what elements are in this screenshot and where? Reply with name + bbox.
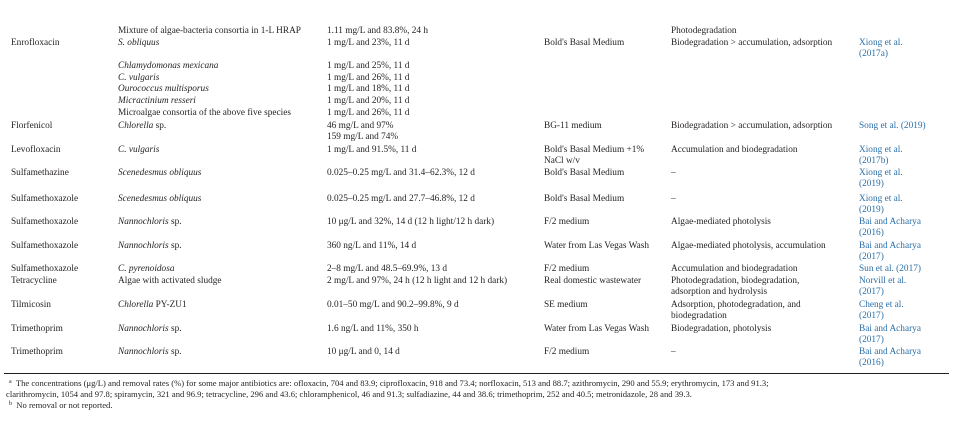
reference-link[interactable]: (2017) xyxy=(859,252,884,262)
cell-mechanism: Adsorption, photodegradation, and xyxy=(671,300,801,310)
cell-organism: Ourococcus multisporus xyxy=(118,84,209,94)
cell-removal: 1 mg/L and 23%, 11 d xyxy=(327,38,410,48)
cell-organism: Microalgae consortia of the above five species xyxy=(118,108,291,118)
cell-removal: 1.11 mg/L and 83.8%, 24 h xyxy=(327,26,429,36)
table-bottom-rule xyxy=(4,373,949,374)
cell-removal: 1 mg/L and 26%, 11 d xyxy=(327,73,410,83)
footnote-a-cont: clarithromycin, 1054 and 97.8; spiramycin, 321 and 96.9; tetracycline, 296 and 43.6; chloramphenicol, 46 and 91.3; sulfadiazine, 44 and 38.6; trimethoprim, 252 and 40.5; metronidazole, 28 and 39.3. xyxy=(6,389,692,399)
cell-mechanism: Accumulation and biodegradation xyxy=(671,264,798,274)
cell-removal: 46 mg/L and 97% xyxy=(327,121,394,131)
cell-medium: BG-11 medium xyxy=(544,121,602,131)
cell-removal: 360 ng/L and 11%, 14 d xyxy=(327,241,417,251)
reference-link[interactable]: (2017b) xyxy=(859,156,889,166)
cell-removal: 0.025–0.25 mg/L and 31.4–62.3%, 12 d xyxy=(327,168,475,178)
cell-antibiotic: Sulfamethoxazole xyxy=(11,217,79,227)
cell-antibiotic: Sulfamethoxazole xyxy=(11,241,79,251)
cell-organism: Nannochloris sp. xyxy=(118,241,182,251)
cell-removal: 0.01–50 mg/L and 90.2–99.8%, 9 d xyxy=(327,300,459,310)
reference-link[interactable]: (2017) xyxy=(859,335,884,345)
cell-antibiotic: Sulfamethazine xyxy=(11,168,69,178)
cell-organism: Chlorella PY-ZU1 xyxy=(118,300,187,310)
reference-link[interactable]: Xiong et al. xyxy=(859,168,903,178)
cell-antibiotic: Sulfamethoxazole xyxy=(11,194,79,204)
cell-antibiotic: Florfenicol xyxy=(11,121,53,131)
cell-removal: 1 mg/L and 25%, 11 d xyxy=(327,61,410,71)
footnote-mark: a xyxy=(9,379,12,385)
cell-mechanism: Photodegradation, biodegradation, xyxy=(671,276,800,286)
cell-mechanism: Photodegradation xyxy=(671,26,737,36)
cell-organism: Scenedesmus obliquus xyxy=(118,194,202,204)
cell-removal: 2–8 mg/L and 48.5–69.9%, 13 d xyxy=(327,264,447,274)
cell-medium: F/2 medium xyxy=(544,347,590,357)
cell-mechanism: Algae-mediated photolysis xyxy=(671,217,771,227)
cell-organism: C. pyrenoidosa xyxy=(118,264,175,274)
reference-link[interactable]: (2016) xyxy=(859,228,884,238)
footnote-b xyxy=(9,400,112,411)
cell-organism: Chlamydomonas mexicana xyxy=(118,61,219,71)
cell-antibiotic: Trimethoprim xyxy=(11,324,63,334)
footnote-mark: b xyxy=(9,401,12,407)
cell-medium: Water from Las Vegas Wash xyxy=(544,241,650,251)
cell-organism: Chlorella sp. xyxy=(118,121,167,131)
cell-mechanism: biodegradation xyxy=(671,311,727,321)
cell-removal: 0.025–0.25 mg/L and 27.7–46.8%, 12 d xyxy=(327,194,475,204)
cell-organism: Nannochloris sp. xyxy=(118,347,182,357)
reference-link[interactable]: Bai and Acharya xyxy=(859,324,921,334)
cell-medium: Bold's Basal Medium +1% xyxy=(544,145,645,155)
cell-antibiotic: Tetracycline xyxy=(11,276,57,286)
cell-antibiotic: Tilmicosin xyxy=(11,300,51,310)
cell-mechanism: Algae-mediated photolysis, accumulation xyxy=(671,241,826,251)
cell-mechanism: – xyxy=(671,347,676,357)
cell-mechanism: Biodegradation > accumulation, adsorption xyxy=(671,38,833,48)
cell-medium: F/2 medium xyxy=(544,264,590,274)
footnote-a xyxy=(9,378,769,389)
reference-link[interactable]: (2017) xyxy=(859,311,884,321)
cell-removal: 1 mg/L and 20%, 11 d xyxy=(327,96,410,106)
cell-removal: 1 mg/L and 18%, 11 d xyxy=(327,84,410,94)
cell-removal: 10 μg/L and 32%, 14 d (12 h light/12 h dark) xyxy=(327,217,495,227)
footnote-text: The concentrations (μg/L) and removal rates (%) for some major antibiotics are: ofloxacin, 704 and 83.9; ciprofloxacin, 918 and 73.4; norfloxacin, 513 and 88.7; azithromycin, 290 and 55.9; erythromycin, 173 and 91.3; xyxy=(15,378,769,388)
cell-mechanism: – xyxy=(671,168,676,178)
cell-removal: 1.6 ng/L and 11%, 350 h xyxy=(327,324,419,334)
cell-removal: 10 μg/L and 0, 14 d xyxy=(327,347,400,357)
reference-link[interactable]: Bai and Acharya xyxy=(859,217,921,227)
cell-medium: NaCl w/v xyxy=(544,156,580,166)
cell-organism: Nannochloris sp. xyxy=(118,217,182,227)
cell-medium: F/2 medium xyxy=(544,217,590,227)
reference-link[interactable]: Sun et al. (2017) xyxy=(859,264,921,274)
cell-mechanism: Biodegradation > accumulation, adsorption xyxy=(671,121,833,131)
cell-medium: Bold's Basal Medium xyxy=(544,168,625,178)
cell-organism: Micractinium resseri xyxy=(118,96,196,106)
reference-link[interactable]: (2017a) xyxy=(859,49,888,59)
cell-organism: C. vulgaris xyxy=(118,145,160,155)
cell-antibiotic: Levofloxacin xyxy=(11,145,61,155)
reference-link[interactable]: Bai and Acharya xyxy=(859,347,921,357)
reference-link[interactable]: (2017) xyxy=(859,287,884,297)
cell-organism: S. obliquus xyxy=(118,38,160,48)
reference-link[interactable]: Song et al. (2019) xyxy=(859,121,926,131)
cell-organism: Algae with activated sludge xyxy=(118,276,222,286)
reference-link[interactable]: (2019) xyxy=(859,205,884,215)
cell-removal: 2 mg/L and 97%, 24 h (12 h light and 12 h dark) xyxy=(327,276,508,286)
reference-link[interactable]: Bai and Acharya xyxy=(859,241,921,251)
cell-organism: Mixture of algae-bacteria consortia in 1-L HRAP xyxy=(118,26,301,36)
reference-link[interactable]: Norvill et al. xyxy=(859,276,907,286)
reference-link[interactable]: Cheng et al. xyxy=(859,300,904,310)
cell-organism: Scenedesmus obliquus xyxy=(118,168,202,178)
cell-antibiotic: Trimethoprim xyxy=(11,347,63,357)
reference-link[interactable]: Xiong et al. xyxy=(859,194,903,204)
reference-link[interactable]: Xiong et al. xyxy=(859,145,903,155)
cell-organism: C. vulgaris xyxy=(118,73,160,83)
cell-mechanism: Biodegradation, photolysis xyxy=(671,324,772,334)
cell-organism: Nannochloris sp. xyxy=(118,324,182,334)
footnote-text: No removal or not reported. xyxy=(16,400,113,410)
cell-mechanism: – xyxy=(671,194,676,204)
cell-antibiotic: Sulfamethoxazole xyxy=(11,264,79,274)
cell-medium: Water from Las Vegas Wash xyxy=(544,324,650,334)
cell-medium: Bold's Basal Medium xyxy=(544,38,625,48)
cell-removal: 1 mg/L and 26%, 11 d xyxy=(327,108,410,118)
reference-link[interactable]: Xiong et al. xyxy=(859,38,903,48)
cell-medium: SE medium xyxy=(544,300,588,310)
cell-mechanism: Accumulation and biodegradation xyxy=(671,145,798,155)
reference-link[interactable]: (2019) xyxy=(859,179,884,189)
cell-removal: 1 mg/L and 91.5%, 11 d xyxy=(327,145,417,155)
cell-removal: 159 mg/L and 74% xyxy=(327,132,399,142)
cell-medium: Bold's Basal Medium xyxy=(544,194,625,204)
reference-link[interactable]: (2016) xyxy=(859,358,884,368)
cell-mechanism: adsorption and hydrolysis xyxy=(671,287,768,297)
cell-antibiotic: Enrofloxacin xyxy=(11,38,60,48)
cell-medium: Real domestic wastewater xyxy=(544,276,642,286)
